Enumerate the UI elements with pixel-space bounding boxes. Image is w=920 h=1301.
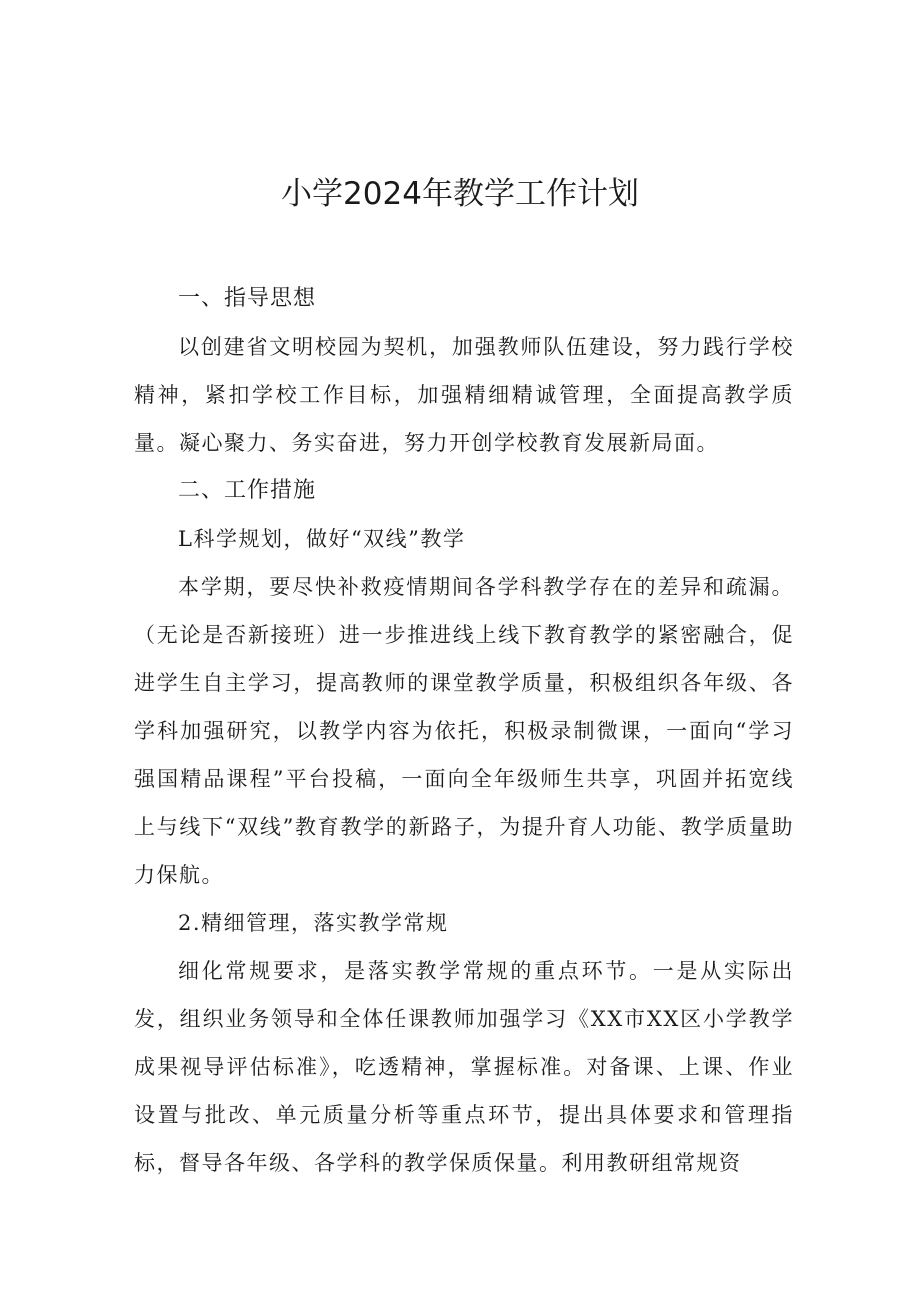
section-heading-work-measures: 二、工作措施 xyxy=(178,478,317,503)
subheading-refined-management: 2.精细管理，落实教学常规 xyxy=(178,911,449,935)
paragraph-refined-management: 细化常规要求，是落实教学常规的重点环节。一是从实际出发，组织业务领导和全体任课教师加强学习《XX市XX区小学教学成果视导评估标准》，吃透精神，掌握标准。对备课、上课、作业设置与批改、单元质量分析等重点环节，提出具体要求和管理指标，督导各年级、各学科的教学保质保量。利用教研组常规资 xyxy=(134,959,794,1175)
paragraph-scientific-planning: 本学期，要尽快补救疫情期间各学科教学存在的差异和疏漏。（无论是否新接班）进一步推进线上线下教育教学的紧密融合，促进学生自主学习，提高教师的课堂教学质量，积极组织各年级、各学科加强研究，以教学内容为依托，积极录制微课，一面向“学习强国精品课程”平台投稿，一面向全年级师生共享，巩固并拓宽线上与线下“双线”教育教学的新路子，为提升育人功能、教学质量助力保航。 xyxy=(134,575,794,887)
paragraph-guiding-ideology: 以创建省文明校园为契机，加强教师队伍建设，努力践行学校精神，紧扣学校工作目标，加强精细精诚管理，全面提高教学质量。凝心聚力、务实奋进，努力开创学校教育发展新局面。 xyxy=(134,335,794,455)
document-body xyxy=(134,275,794,1187)
document-title: 小学2024年教学工作计划 xyxy=(281,176,639,212)
section-heading-guiding-ideology: 一、指导思想 xyxy=(178,286,317,311)
subheading-scientific-planning: L科学规划，做好“双线”教学 xyxy=(178,527,466,551)
